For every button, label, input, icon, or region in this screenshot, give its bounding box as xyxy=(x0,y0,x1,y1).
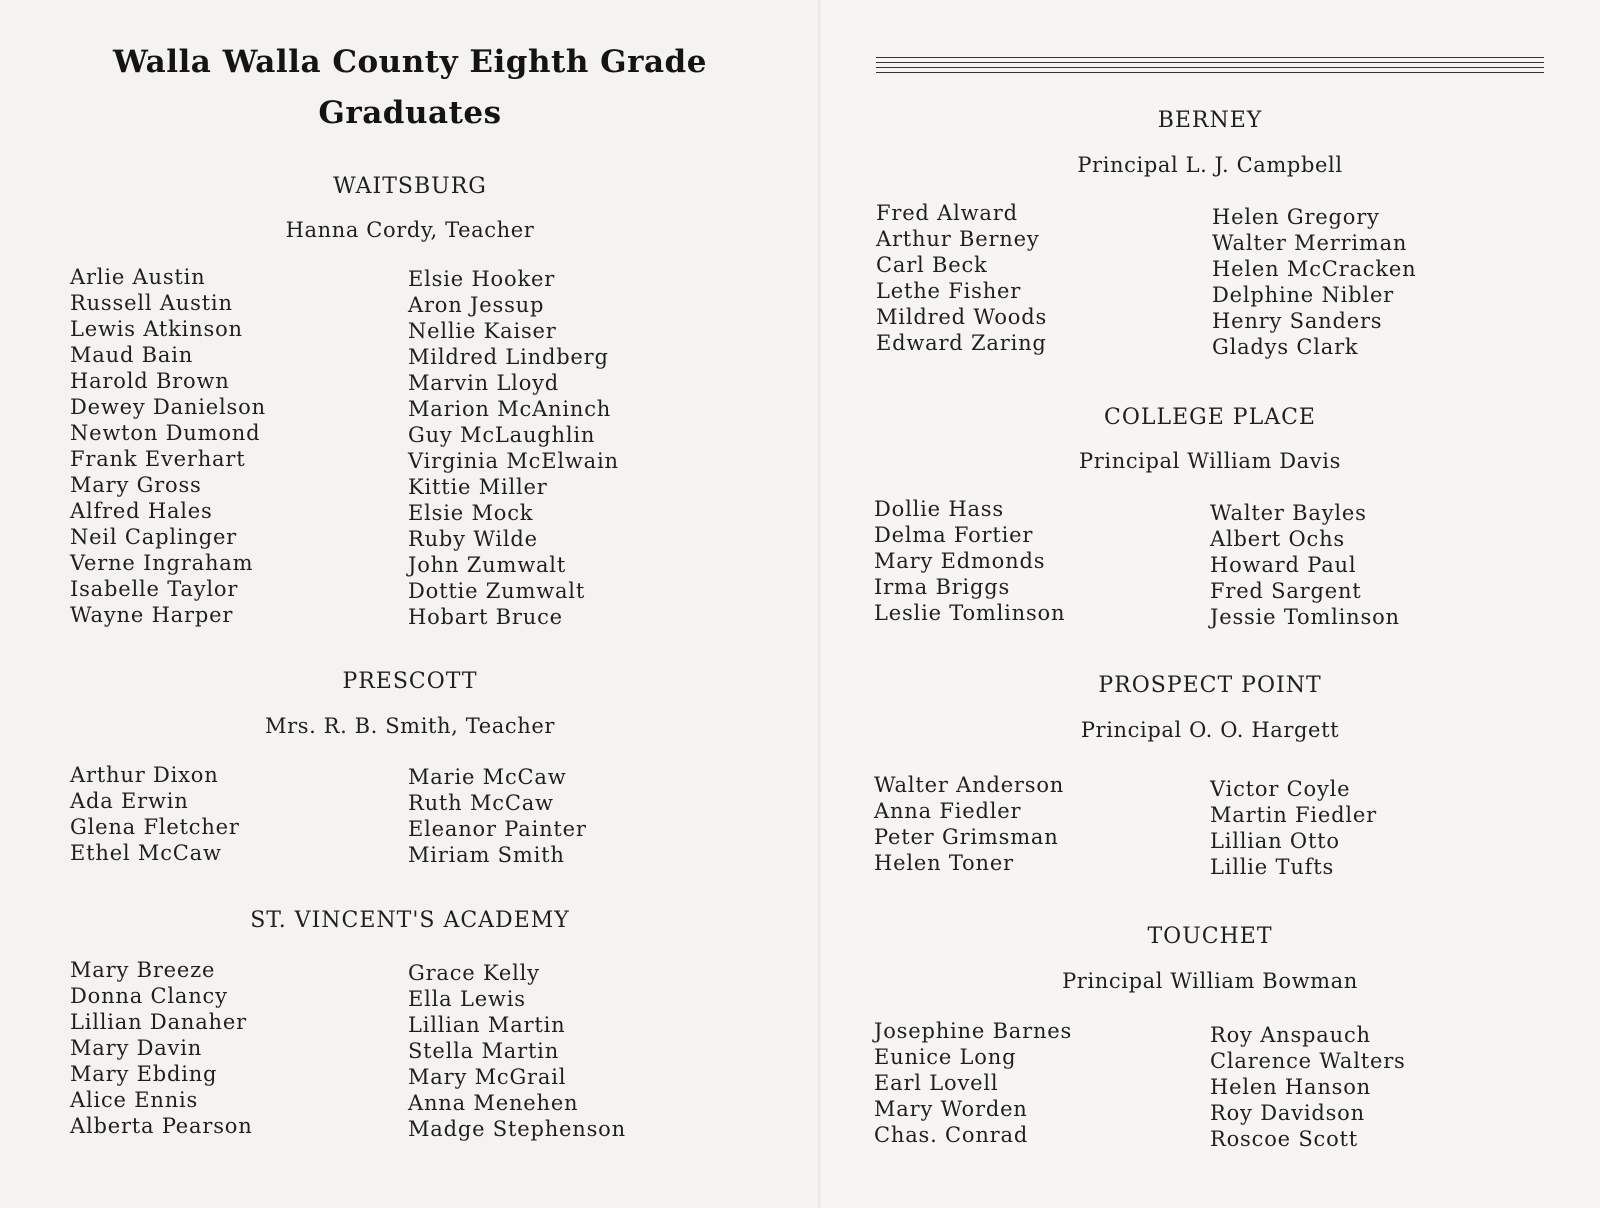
graduate-name: Mary McGrail xyxy=(408,1065,567,1089)
graduate-name: Ruby Wilde xyxy=(408,527,538,551)
prescott-teacher: Mrs. R. B. Smith, Teacher xyxy=(264,714,556,738)
graduate-name: Walter Anderson xyxy=(874,773,1065,797)
graduate-name: Russell Austin xyxy=(70,291,233,315)
graduate-name: Mary Davin xyxy=(70,1036,203,1060)
graduate-name: Howard Paul xyxy=(1210,553,1357,577)
graduate-name: Lillian Martin xyxy=(408,1013,566,1037)
prescott-column-2 xyxy=(408,764,587,868)
graduate-name: Helen Gregory xyxy=(1212,205,1380,229)
graduate-name: Anna Fiedler xyxy=(874,799,1022,823)
graduate-name: Roy Davidson xyxy=(1210,1101,1365,1125)
graduate-name: Leslie Tomlinson xyxy=(874,601,1066,625)
college-place-principal: Principal William Davis xyxy=(1079,449,1341,473)
graduate-name: Glena Fletcher xyxy=(70,815,240,839)
graduate-name: Dottie Zumwalt xyxy=(408,579,586,603)
graduate-name: Wayne Harper xyxy=(70,603,234,627)
graduate-name: Stella Martin xyxy=(408,1039,560,1063)
graduate-name: Ella Lewis xyxy=(408,987,526,1011)
waitsburg-heading: WAITSBURG xyxy=(333,174,487,199)
graduate-name: Fred Alward xyxy=(876,201,1018,225)
graduate-name: Carl Beck xyxy=(876,253,988,277)
graduate-name: Mary Ebding xyxy=(70,1062,218,1086)
college-place-column-1 xyxy=(874,496,1065,626)
st-vincents-column-1 xyxy=(70,957,253,1139)
graduate-name: Chas. Conrad xyxy=(874,1123,1029,1147)
graduate-name: Josephine Barnes xyxy=(874,1019,1073,1043)
graduate-name: Dewey Danielson xyxy=(70,395,266,419)
graduate-name: Eunice Long xyxy=(874,1045,1017,1069)
graduate-name: Arthur Berney xyxy=(876,227,1040,251)
graduate-name: Henry Sanders xyxy=(1212,309,1383,333)
graduate-name: Ruth McCaw xyxy=(408,791,554,815)
graduate-name: Mary Worden xyxy=(874,1097,1028,1121)
graduate-name: Alfred Hales xyxy=(70,499,213,523)
graduate-name: Delphine Nibler xyxy=(1212,283,1395,307)
decorative-rule xyxy=(876,62,1544,63)
graduate-name: Marvin Lloyd xyxy=(408,371,560,395)
graduate-name: Fred Sargent xyxy=(1210,579,1362,603)
graduate-name: Miriam Smith xyxy=(408,843,565,867)
graduate-name: Dollie Hass xyxy=(874,497,1004,521)
touchet-heading: TOUCHET xyxy=(1147,924,1273,949)
graduate-name: Walter Merriman xyxy=(1212,231,1408,255)
graduate-name: Victor Coyle xyxy=(1210,777,1351,801)
berney-column-1 xyxy=(876,200,1047,356)
graduate-name: Ada Erwin xyxy=(70,789,189,813)
berney-column-2 xyxy=(1212,204,1416,360)
graduate-name: Mary Gross xyxy=(70,473,202,497)
graduate-name: Lethe Fisher xyxy=(876,279,1022,303)
prospect-point-column-2 xyxy=(1210,776,1377,880)
graduate-name: Lillian Danaher xyxy=(70,1010,247,1034)
graduate-name: Donna Clancy xyxy=(70,984,228,1008)
graduate-name: Marie McCaw xyxy=(408,765,567,789)
graduate-name: Albert Ochs xyxy=(1210,527,1345,551)
graduate-name: Arthur Dixon xyxy=(70,763,219,787)
prospect-point-principal: Principal O. O. Hargett xyxy=(1080,718,1340,742)
college-place-heading: COLLEGE PLACE xyxy=(1104,405,1316,430)
graduate-name: John Zumwalt xyxy=(408,553,567,577)
graduate-name: Clarence Walters xyxy=(1210,1049,1406,1073)
college-place-column-2 xyxy=(1210,500,1400,630)
graduate-name: Neil Caplinger xyxy=(70,525,238,549)
graduate-name: Harold Brown xyxy=(70,369,230,393)
decorative-rule xyxy=(876,72,1544,73)
prescott-heading: PRESCOTT xyxy=(342,669,478,694)
document-title-subline: Graduates xyxy=(318,95,502,131)
graduate-name: Martin Fiedler xyxy=(1210,803,1377,827)
graduate-name: Hobart Bruce xyxy=(408,605,563,629)
waitsburg-teacher: Hanna Cordy, Teacher xyxy=(285,218,535,242)
graduate-name: Roy Anspauch xyxy=(1210,1023,1371,1047)
graduate-name: Madge Stephenson xyxy=(408,1117,626,1141)
touchet-column-2 xyxy=(1210,1022,1406,1152)
graduate-name: Elsie Mock xyxy=(408,501,534,525)
graduate-name: Isabelle Taylor xyxy=(70,577,239,601)
berney-principal: Principal L. J. Campbell xyxy=(1077,153,1343,177)
prescott-column-1 xyxy=(70,762,240,866)
waitsburg-column-2 xyxy=(408,266,619,630)
graduate-name: Mildred Lindberg xyxy=(408,345,609,369)
graduate-name: Alberta Pearson xyxy=(70,1114,253,1138)
graduate-name: Earl Lovell xyxy=(874,1071,999,1095)
graduate-name: Newton Dumond xyxy=(70,421,261,445)
graduate-name: Delma Fortier xyxy=(874,523,1034,547)
prospect-point-column-1 xyxy=(874,772,1064,876)
graduate-name: Maud Bain xyxy=(70,343,194,367)
graduate-name: Lillie Tufts xyxy=(1210,855,1335,879)
graduate-name: Virginia McElwain xyxy=(408,449,619,473)
decorative-rule xyxy=(876,57,1544,58)
waitsburg-column-1 xyxy=(70,264,266,628)
graduate-name: Mary Edmonds xyxy=(874,549,1046,573)
graduate-name: Frank Everhart xyxy=(70,447,246,471)
graduate-name: Jessie Tomlinson xyxy=(1210,605,1400,629)
graduate-name: Mildred Woods xyxy=(876,305,1048,329)
graduate-name: Elsie Hooker xyxy=(408,267,556,291)
berney-heading: BERNEY xyxy=(1157,108,1263,133)
prospect-point-heading: PROSPECT POINT xyxy=(1098,673,1322,698)
graduate-name: Irma Briggs xyxy=(874,575,1011,599)
graduate-name: Eleanor Painter xyxy=(408,817,587,841)
graduate-name: Edward Zaring xyxy=(876,331,1047,355)
graduate-name: Helen Hanson xyxy=(1210,1075,1371,1099)
graduate-name: Verne Ingraham xyxy=(70,551,254,575)
graduate-name: Ethel McCaw xyxy=(70,841,222,865)
graduate-name: Grace Kelly xyxy=(408,961,540,985)
graduate-name: Kittie Miller xyxy=(408,475,548,499)
touchet-principal: Principal William Bowman xyxy=(1062,969,1358,993)
graduate-name: Lewis Atkinson xyxy=(70,317,243,341)
touchet-column-1 xyxy=(874,1018,1072,1148)
graduate-name: Guy McLaughlin xyxy=(408,423,596,447)
graduate-name: Nellie Kaiser xyxy=(408,319,557,343)
graduate-name: Mary Breeze xyxy=(70,958,216,982)
decorative-rule xyxy=(876,67,1544,68)
graduate-name: Lillian Otto xyxy=(1210,829,1340,853)
graduate-name: Peter Grimsman xyxy=(874,825,1059,849)
graduate-name: Marion McAninch xyxy=(408,397,612,421)
graduate-name: Anna Menehen xyxy=(408,1091,579,1115)
st-vincents-column-2 xyxy=(408,960,626,1142)
graduate-name: Helen Toner xyxy=(874,851,1014,875)
document-title: Walla Walla County Eighth Grade xyxy=(113,44,707,80)
graduate-name: Arlie Austin xyxy=(70,265,206,289)
graduate-name: Gladys Clark xyxy=(1212,335,1359,359)
graduate-name: Alice Ennis xyxy=(70,1088,199,1112)
graduate-name: Aron Jessup xyxy=(408,293,545,317)
graduate-name: Helen McCracken xyxy=(1212,257,1417,281)
graduate-name: Roscoe Scott xyxy=(1210,1127,1359,1151)
st-vincents-heading: ST. VINCENT'S ACADEMY xyxy=(250,908,570,933)
graduate-name: Walter Bayles xyxy=(1210,501,1367,525)
